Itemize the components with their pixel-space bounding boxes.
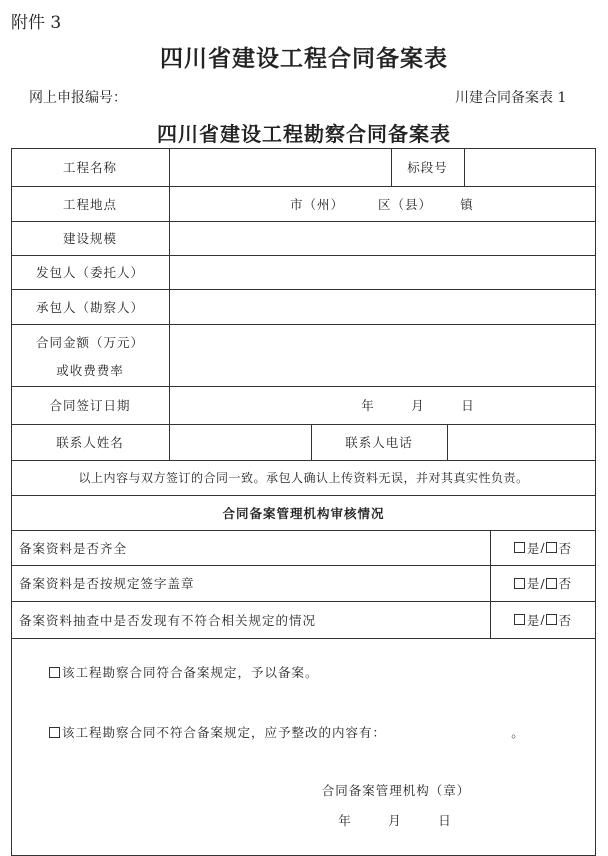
construction-scale-field[interactable] bbox=[170, 221, 595, 255]
review-item-spot-check: 备案资料抽查中是否发现有不符合相关规定的情况 bbox=[19, 612, 317, 628]
authority-seal-label: 合同备案管理机构（章） bbox=[321, 783, 471, 798]
construction-scale-label: 建设规模 bbox=[62, 231, 117, 246]
slash-label: / bbox=[540, 575, 546, 591]
fee-rate-label: 或收费费率 bbox=[56, 363, 124, 378]
checkbox-no[interactable] bbox=[546, 614, 557, 625]
checkbox-no[interactable] bbox=[546, 542, 557, 553]
no-label: 否 bbox=[558, 540, 573, 556]
no-label: 否 bbox=[558, 612, 573, 628]
approve-option[interactable] bbox=[41, 660, 549, 684]
sign-month-label: 月 bbox=[411, 398, 425, 413]
contractor-field[interactable] bbox=[170, 289, 595, 324]
declaration-text: 以上内容与双方签订的合同一致。承包人确认上传资料无误，并对其真实性负责。 bbox=[78, 471, 529, 485]
approval-day-label: 日 bbox=[438, 813, 452, 828]
checkbox-yes[interactable] bbox=[514, 614, 525, 625]
form-code: 川建合同备案表 1 bbox=[455, 90, 567, 106]
contact-phone-field[interactable] bbox=[448, 424, 595, 460]
city-label: 市（州） bbox=[289, 196, 344, 212]
no-label: 否 bbox=[558, 576, 573, 591]
yes-label: 是 bbox=[526, 612, 541, 628]
reject-period: 。 bbox=[511, 725, 525, 740]
form-table bbox=[11, 148, 596, 856]
approval-year-label: 年 bbox=[338, 813, 352, 828]
yes-label: 是 bbox=[526, 540, 541, 556]
checkbox-yes[interactable] bbox=[514, 578, 525, 589]
employer-field[interactable] bbox=[170, 255, 595, 289]
review-choice-spot-check[interactable] bbox=[491, 601, 595, 638]
contact-phone-label: 联系人电话 bbox=[345, 435, 413, 450]
checkbox-no[interactable] bbox=[546, 578, 557, 589]
attachment-label: 附件 3 bbox=[11, 13, 62, 33]
contact-name-field[interactable] bbox=[170, 424, 311, 460]
checkbox-approve[interactable] bbox=[49, 667, 60, 678]
project-name-label: 工程名称 bbox=[62, 160, 117, 175]
sign-day-label: 日 bbox=[461, 398, 475, 413]
sign-date-label: 合同签订日期 bbox=[49, 398, 131, 413]
section-no-field[interactable] bbox=[465, 148, 595, 186]
employer-label: 发包人（委托人） bbox=[35, 265, 144, 280]
approve-text: 该工程勘察合同符合备案规定，予以备案。 bbox=[62, 665, 319, 680]
checkbox-reject[interactable] bbox=[49, 727, 60, 738]
online-number-label: 网上申报编号： bbox=[29, 90, 127, 106]
slash-label: / bbox=[540, 540, 546, 555]
contract-amount-label: 合同金额（万元） bbox=[35, 335, 144, 350]
review-item-complete: 备案资料是否齐全 bbox=[19, 540, 128, 556]
slash-label: / bbox=[540, 612, 546, 627]
reject-option[interactable] bbox=[41, 720, 489, 744]
row-divider bbox=[11, 638, 596, 639]
contact-name-label: 联系人姓名 bbox=[56, 435, 124, 450]
section-no-label: 标段号 bbox=[407, 160, 448, 175]
reject-text: 该工程勘察合同不符合备案规定，应予整改的内容有： bbox=[62, 725, 387, 740]
project-name-field[interactable] bbox=[170, 148, 391, 186]
contractor-label: 承包人（勘察人） bbox=[35, 299, 144, 315]
approval-month-label: 月 bbox=[388, 813, 402, 828]
project-location-label: 工程地点 bbox=[62, 196, 117, 212]
checkbox-yes[interactable] bbox=[514, 542, 525, 553]
yes-label: 是 bbox=[526, 576, 541, 591]
main-title: 四川省建设工程合同备案表 bbox=[160, 46, 448, 72]
review-item-signed: 备案资料是否按规定签字盖章 bbox=[19, 576, 195, 591]
review-choice-complete[interactable] bbox=[491, 530, 595, 565]
form-title: 四川省建设工程勘察合同备案表 bbox=[157, 122, 451, 146]
review-choice-signed[interactable] bbox=[491, 565, 595, 601]
district-label: 区（县） bbox=[377, 196, 432, 212]
town-label: 镇 bbox=[460, 196, 474, 212]
contract-amount-field[interactable] bbox=[170, 324, 595, 386]
sign-year-label: 年 bbox=[361, 398, 375, 413]
review-title: 合同备案管理机构审核情况 bbox=[222, 505, 385, 521]
